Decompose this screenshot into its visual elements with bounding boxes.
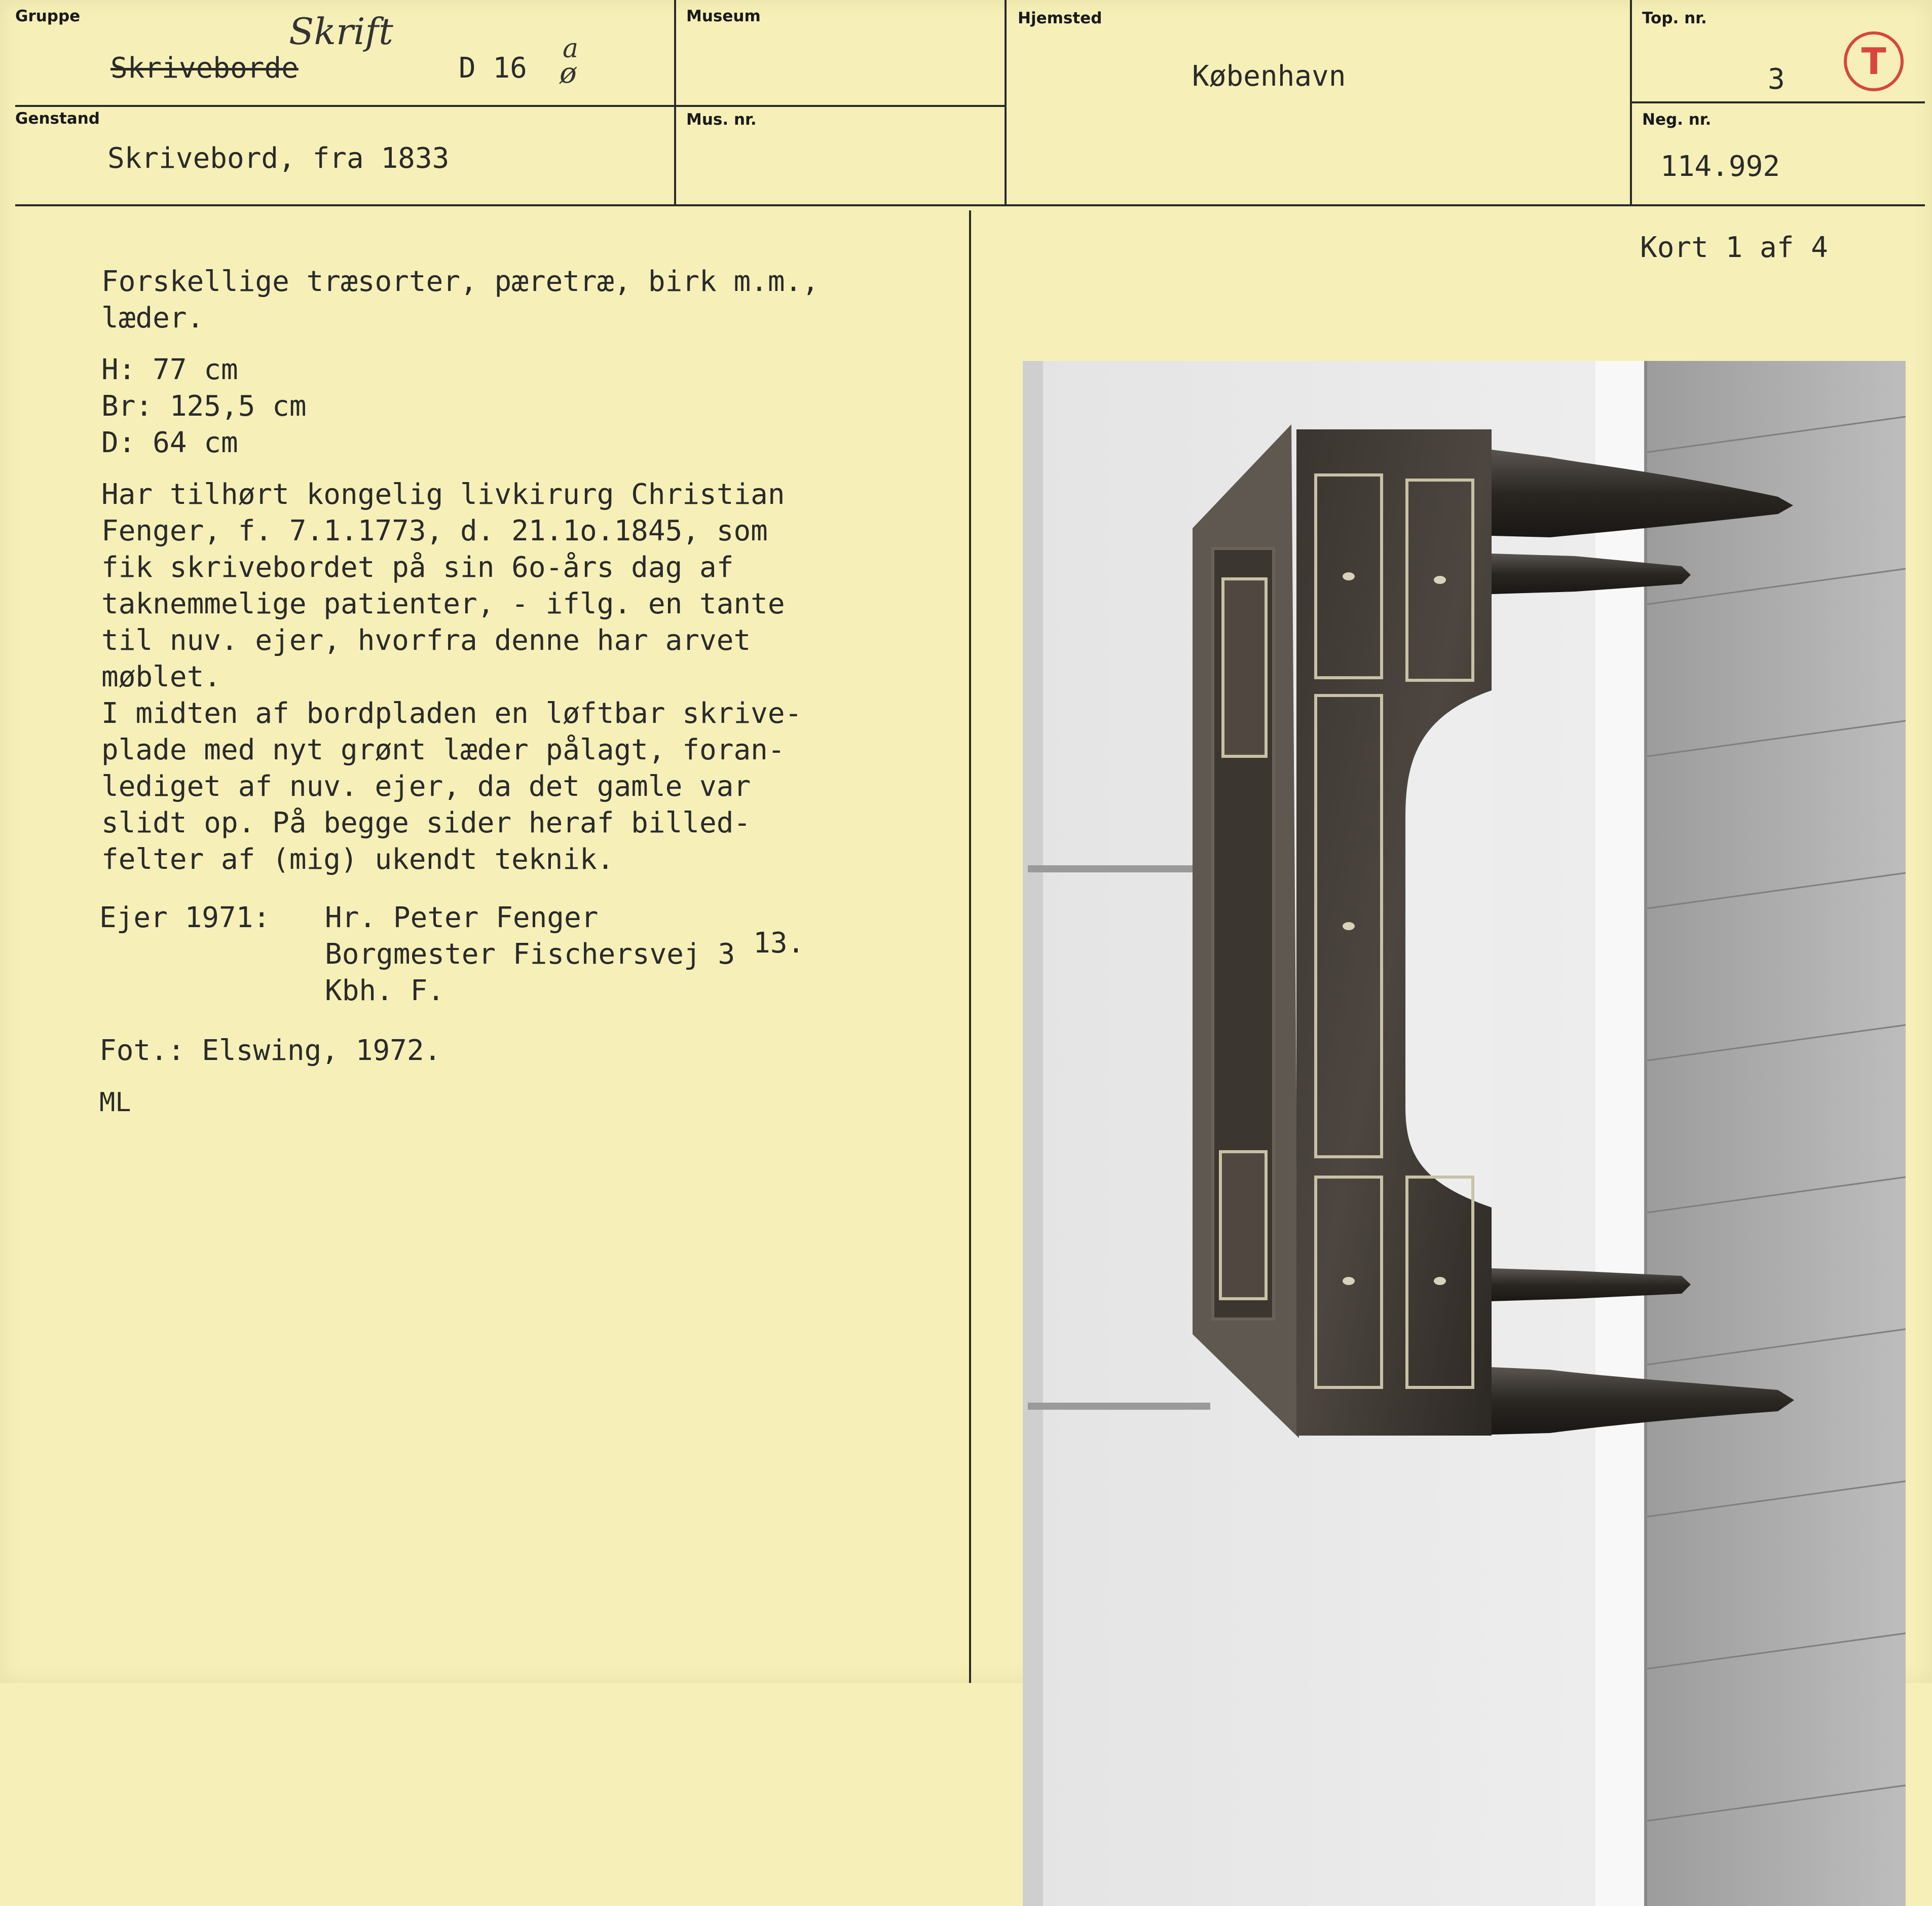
owner-street-suffix: 13. [753, 927, 805, 960]
history-line: Fenger, f. 7.1.1773, d. 21.1o.1845, som [101, 515, 768, 547]
top-nr-value: 3 [1768, 63, 1785, 96]
history-line: Har tilhørt kongelig livkirurg Christian [101, 478, 785, 511]
history-line: slidt op. På begge sider heraf billed- [101, 807, 751, 839]
photo-credit: Fot.: Elswing, 1972. [99, 1034, 441, 1067]
history-line: plade med nyt grønt læder pålagt, foran- [101, 734, 785, 766]
divider-hjemsted-top [1630, 0, 1632, 204]
neg-nr-value: 114.992 [1660, 150, 1780, 183]
desk-photograph [1023, 361, 1906, 1906]
owner-label: Ejer 1971: [99, 901, 271, 934]
history-line: I midten af bordpladen en løftbar skrive- [101, 697, 802, 730]
initials: ML [99, 1087, 131, 1118]
stamp-letter: T [1861, 40, 1886, 83]
hjemsted-value: København [1192, 60, 1346, 93]
owner-city: Kbh. F. [325, 974, 445, 1007]
top-nr-label: Top. nr. [1642, 9, 1707, 27]
hjemsted-label: Hjemsted [1018, 9, 1102, 27]
dimension-height: H: 77 cm [101, 353, 238, 386]
mus-nr-label: Mus. nr. [686, 111, 757, 129]
gruppe-code-sup: a [563, 33, 579, 64]
gruppe-handwritten-note: Skrift [289, 10, 393, 53]
gruppe-value: Skriveborde [110, 52, 299, 85]
dimension-depth: D: 64 cm [101, 426, 238, 459]
museum-label: Museum [686, 7, 761, 25]
divider-museum-hjemsted [1005, 0, 1007, 204]
gruppe-code-sub: ø [560, 57, 577, 90]
red-stamp [1844, 31, 1904, 91]
neg-nr-label: Neg. nr. [1642, 111, 1712, 129]
material-line: læder. [101, 302, 204, 335]
owner-name: Hr. Peter Fenger [325, 901, 599, 934]
description-block [101, 264, 963, 878]
header-bottom-divider [15, 204, 1925, 206]
header-top-divider-right [1631, 101, 1925, 103]
history-line: møblet. [101, 661, 221, 693]
history-line: felter af (mig) ukendt teknik. [101, 843, 614, 876]
genstand-value: Skrivebord, fra 1833 [107, 142, 450, 175]
gruppe-label: Gruppe [15, 7, 81, 25]
history-line: taknemmelige patienter, - iflg. en tante [101, 588, 785, 620]
card-number: Kort 1 af 4 [1640, 231, 1828, 264]
genstand-label: Genstand [15, 109, 100, 128]
history-line: fik skrivebordet på sin 6o-års dag af [101, 551, 734, 584]
owner-street: Borgmester Fischersvej 3 [325, 938, 735, 971]
history-line: til nuv. ejer, hvorfra denne har arvet [101, 624, 751, 657]
gruppe-code: D 16 [459, 52, 527, 85]
divider-gruppe-museum [674, 0, 676, 204]
body-divider [969, 210, 971, 1683]
dimension-width: Br: 125,5 cm [101, 390, 307, 423]
header-top-divider [15, 105, 1005, 107]
history-line: lediget af nuv. ejer, da det gamle var [101, 770, 751, 803]
material-line: Forskellige træsorter, pæretræ, birk m.m., [101, 265, 820, 298]
owner-block [99, 900, 804, 1009]
